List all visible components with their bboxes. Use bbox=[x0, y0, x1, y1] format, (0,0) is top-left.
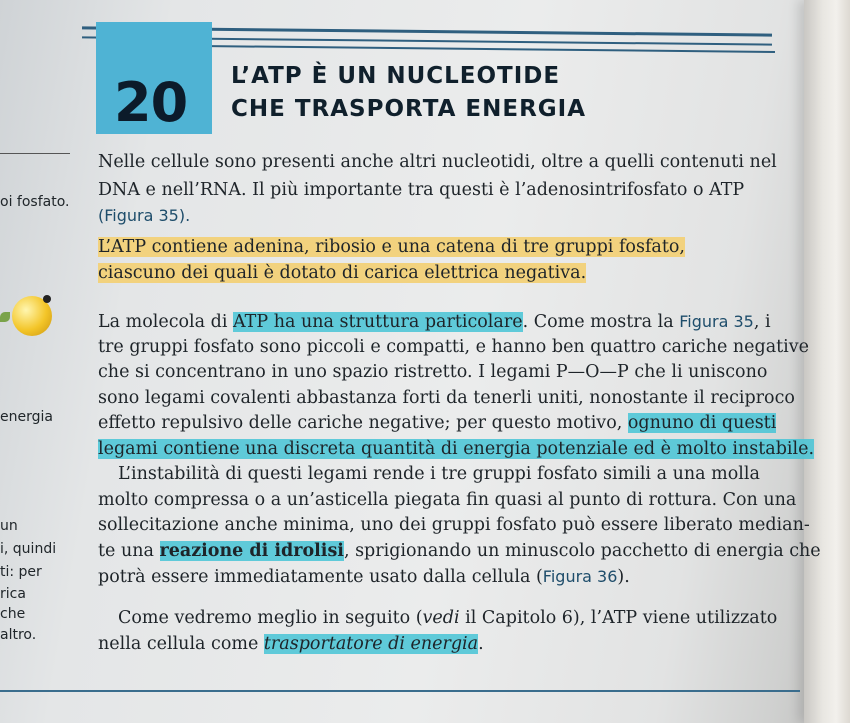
body-line bbox=[98, 206, 190, 226]
highlight: ATP ha una struttura particolare bbox=[233, 312, 523, 332]
side-note-che: che bbox=[0, 606, 26, 622]
side-note-altro: altro. bbox=[0, 627, 37, 643]
body-line: effetto repulsivo delle cariche negative; per questo motivo, ognuno di questi bbox=[98, 413, 777, 433]
body-line: L’instabilità di questi legami rende i tre gruppi fosfato simili a una molla bbox=[118, 464, 760, 484]
body-line: te una reazione di idrolisi, sprigionando un minuscolo pacchetto di energia che bbox=[98, 541, 821, 561]
body-line bbox=[98, 263, 586, 283]
side-note-rica: rica bbox=[0, 586, 26, 602]
body-line: che si concentrano in uno spazio ristretto. I legami P—O—P che li uniscono bbox=[98, 362, 768, 382]
highlight: trasportatore di energia bbox=[263, 634, 479, 654]
key-term: reazione di idrolisi bbox=[159, 541, 344, 561]
body-line: DNA e nell’RNA. Il più importante tra questi è l’adenosintrifosfato o ATP bbox=[98, 180, 745, 200]
margin-rule bbox=[0, 153, 70, 154]
body-line: nella cellula come trasportatore di energia. bbox=[98, 634, 484, 654]
section-title-line2: CHE TRASPORTA ENERGIA bbox=[231, 96, 587, 122]
section-title-line1: L’ATP È UN NUCLEOTIDE bbox=[231, 63, 561, 89]
highlight: legami contiene una discreta quantità di energia potenziale ed è molto instabile. bbox=[98, 439, 815, 459]
body-line bbox=[98, 237, 685, 257]
footer-rule bbox=[0, 690, 800, 692]
body-line: sono legami covalenti abbastanza forti da tenerli uniti, nonostante il reciproco bbox=[98, 388, 795, 408]
side-note-quindi: i, quindi bbox=[0, 541, 57, 557]
book-spine bbox=[804, 0, 850, 723]
figure-ref[interactable]: (Figura 35). bbox=[98, 206, 191, 225]
body-line: Come vedremo meglio in seguito (vedi il Capitolo 6), l’ATP viene utilizzato bbox=[118, 608, 778, 628]
body-line: sollecitazione anche minima, uno dei gruppi fosfato può essere liberato median- bbox=[98, 515, 810, 535]
highlighted-definition: L’ATP contiene adenina, ribosio e una catena di tre gruppi fosfato, bbox=[98, 237, 685, 257]
side-note-per: ti: per bbox=[0, 564, 42, 580]
header-rule-low bbox=[200, 45, 775, 53]
body-line: tre gruppi fosfato sono piccoli e compatti, e hanno ben quattro cariche negative bbox=[98, 337, 810, 357]
section-number: 20 bbox=[114, 71, 188, 134]
body-line: La molecola di ATP ha una struttura particolare. Come mostra la Figura 35, i bbox=[98, 312, 771, 332]
leaf-icon bbox=[0, 312, 10, 322]
side-note-fosfato: oi fosfato. bbox=[0, 194, 70, 210]
highlighted-definition: ciascuno dei quali è dotato di carica elettrica negativa. bbox=[98, 263, 587, 283]
body-line: molto compressa o a un’asticella piegata fin quasi al punto di rottura. Con una bbox=[98, 490, 797, 510]
body-line bbox=[98, 439, 814, 459]
body-line: potrà essere immediatamente usato dalla cellula (Figura 36). bbox=[98, 567, 630, 587]
side-note-un: un bbox=[0, 518, 18, 534]
figure-ref[interactable]: Figura 36 bbox=[542, 567, 618, 586]
body-line: Nelle cellule sono presenti anche altri nucleotidi, oltre a quelli contenuti nel bbox=[98, 152, 777, 172]
negative-charge-icon bbox=[43, 295, 51, 303]
figure-ref[interactable]: Figura 35 bbox=[679, 312, 754, 331]
side-note-energia: energia bbox=[0, 409, 53, 425]
highlight: ognuno di questi bbox=[627, 413, 777, 433]
